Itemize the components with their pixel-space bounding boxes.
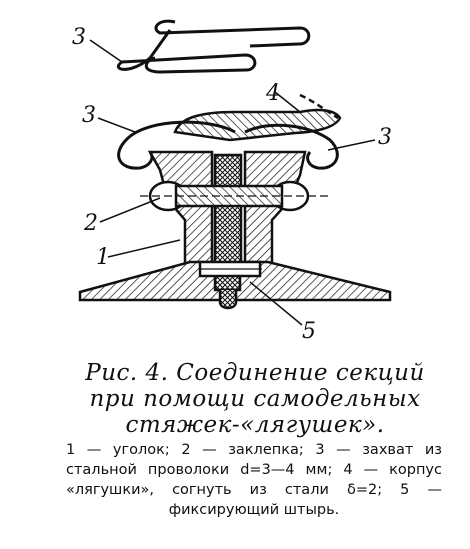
clamp-section — [80, 152, 390, 308]
callout-pin: 5 — [302, 319, 316, 344]
caption-line-3: стяжек-«лягушек». — [125, 412, 385, 438]
figure-caption — [60, 360, 450, 438]
callout-left-clip: 3 — [82, 103, 96, 128]
top-wire-clip — [118, 21, 308, 72]
callout-top-clip: 3 — [72, 25, 86, 50]
callout-angle: 1 — [96, 245, 110, 270]
callout-right-clip: 3 — [378, 125, 392, 150]
figure-legend: 1 — уголок; 2 — заклепка; 3 — захват из стальной проволоки d=3—4 мм; 4 — корпус «лягушки», согнуть из стали δ=2; 5 — фиксирующий штырь. — [66, 442, 442, 518]
caption-line-2: при помощи самодельных — [89, 386, 421, 412]
callout-rivet: 2 — [84, 211, 98, 236]
caption-line-1: Рис. 4. Соединение секций — [85, 360, 425, 386]
callout-body: 4 — [266, 81, 280, 106]
